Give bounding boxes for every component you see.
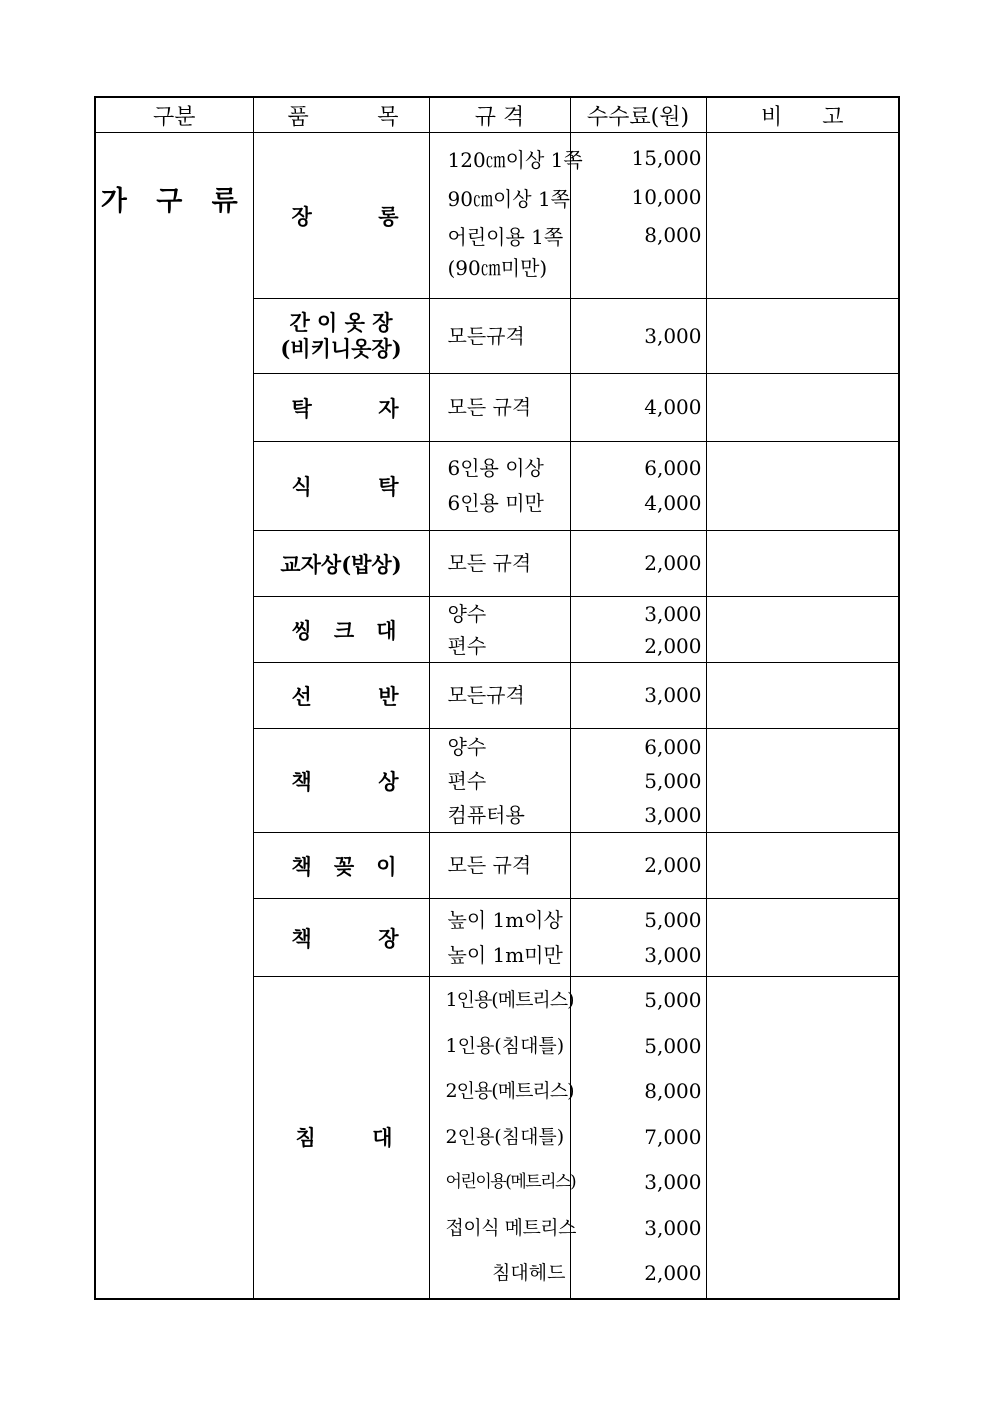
note-cell (706, 729, 899, 833)
item-cell: 식 탁 (253, 442, 429, 531)
fee-cell: 6,000 5,000 3,000 (570, 729, 706, 833)
note-cell (706, 299, 899, 374)
spec-cell: 높이 1m이상 높이 1m미만 (429, 899, 570, 977)
item-cell: 침 대 (253, 977, 429, 1299)
fee-cell: 3,000 (570, 663, 706, 729)
fee-cell: 2,000 (570, 833, 706, 899)
note-cell (706, 597, 899, 663)
item-cell: 교자상(밥상) (253, 531, 429, 597)
item-cell: 책 상 (253, 729, 429, 833)
note-cell (706, 374, 899, 442)
item-cell: 선 반 (253, 663, 429, 729)
table-row (95, 133, 899, 299)
spec-cell: 1인용(메트리스) 1인용(침대틀) 2인용(메트리스) 2인용(침대틀) 어린이용(메트리스) 접이식 메트리스 침대헤드 (429, 977, 570, 1299)
spec-cell: 모든 규격 (429, 374, 570, 442)
note-cell (706, 977, 899, 1299)
spec-cell: 모든 규격 (429, 531, 570, 597)
header-category: 구분 (95, 97, 253, 133)
fee-cell: 5,000 3,000 (570, 899, 706, 977)
header-item: 품 목 (253, 97, 429, 133)
item-cell: 씽 크 대 (253, 597, 429, 663)
spec-cell: 모든 규격 (429, 833, 570, 899)
spec-cell: 양수 편수 컴퓨터용 (429, 729, 570, 833)
fee-table (94, 96, 900, 1300)
category-label: 가 구 류 (100, 186, 248, 217)
note-cell (706, 133, 899, 299)
spec-cell: 양수 편수 (429, 597, 570, 663)
item-cell: 책 꽂 이 (253, 833, 429, 899)
item-cell: 장 롱 (253, 133, 429, 299)
note-cell (706, 442, 899, 531)
header-spec: 규 격 (429, 97, 570, 133)
spec-cell: 모든규격 (429, 299, 570, 374)
fee-cell: 4,000 (570, 374, 706, 442)
item-cell: 책 장 (253, 899, 429, 977)
note-cell (706, 899, 899, 977)
header-row (95, 97, 899, 133)
fee-cell: 3,000 (570, 299, 706, 374)
header-note: 비 고 (706, 97, 899, 133)
fee-cell: 5,000 5,000 8,000 7,000 3,000 3,000 2,000 (570, 977, 706, 1299)
note-cell (706, 531, 899, 597)
header-fee: 수수료(원) (570, 97, 706, 133)
category-cell (95, 133, 253, 1299)
note-cell (706, 833, 899, 899)
item-cell: 탁 자 (253, 374, 429, 442)
fee-cell: 3,000 2,000 (570, 597, 706, 663)
spec-cell: 120㎝이상 1쪽 90㎝이상 1쪽 어린이용 1쪽 (90㎝미만) (429, 133, 570, 299)
item-cell: 간 이 옷 장 (비키니옷장) (253, 299, 429, 374)
fee-cell: 15,000 10,000 8,000 (570, 133, 706, 299)
note-cell (706, 663, 899, 729)
fee-cell: 2,000 (570, 531, 706, 597)
spec-cell: 6인용 이상 6인용 미만 (429, 442, 570, 531)
fee-cell: 6,000 4,000 (570, 442, 706, 531)
spec-cell: 모든규격 (429, 663, 570, 729)
